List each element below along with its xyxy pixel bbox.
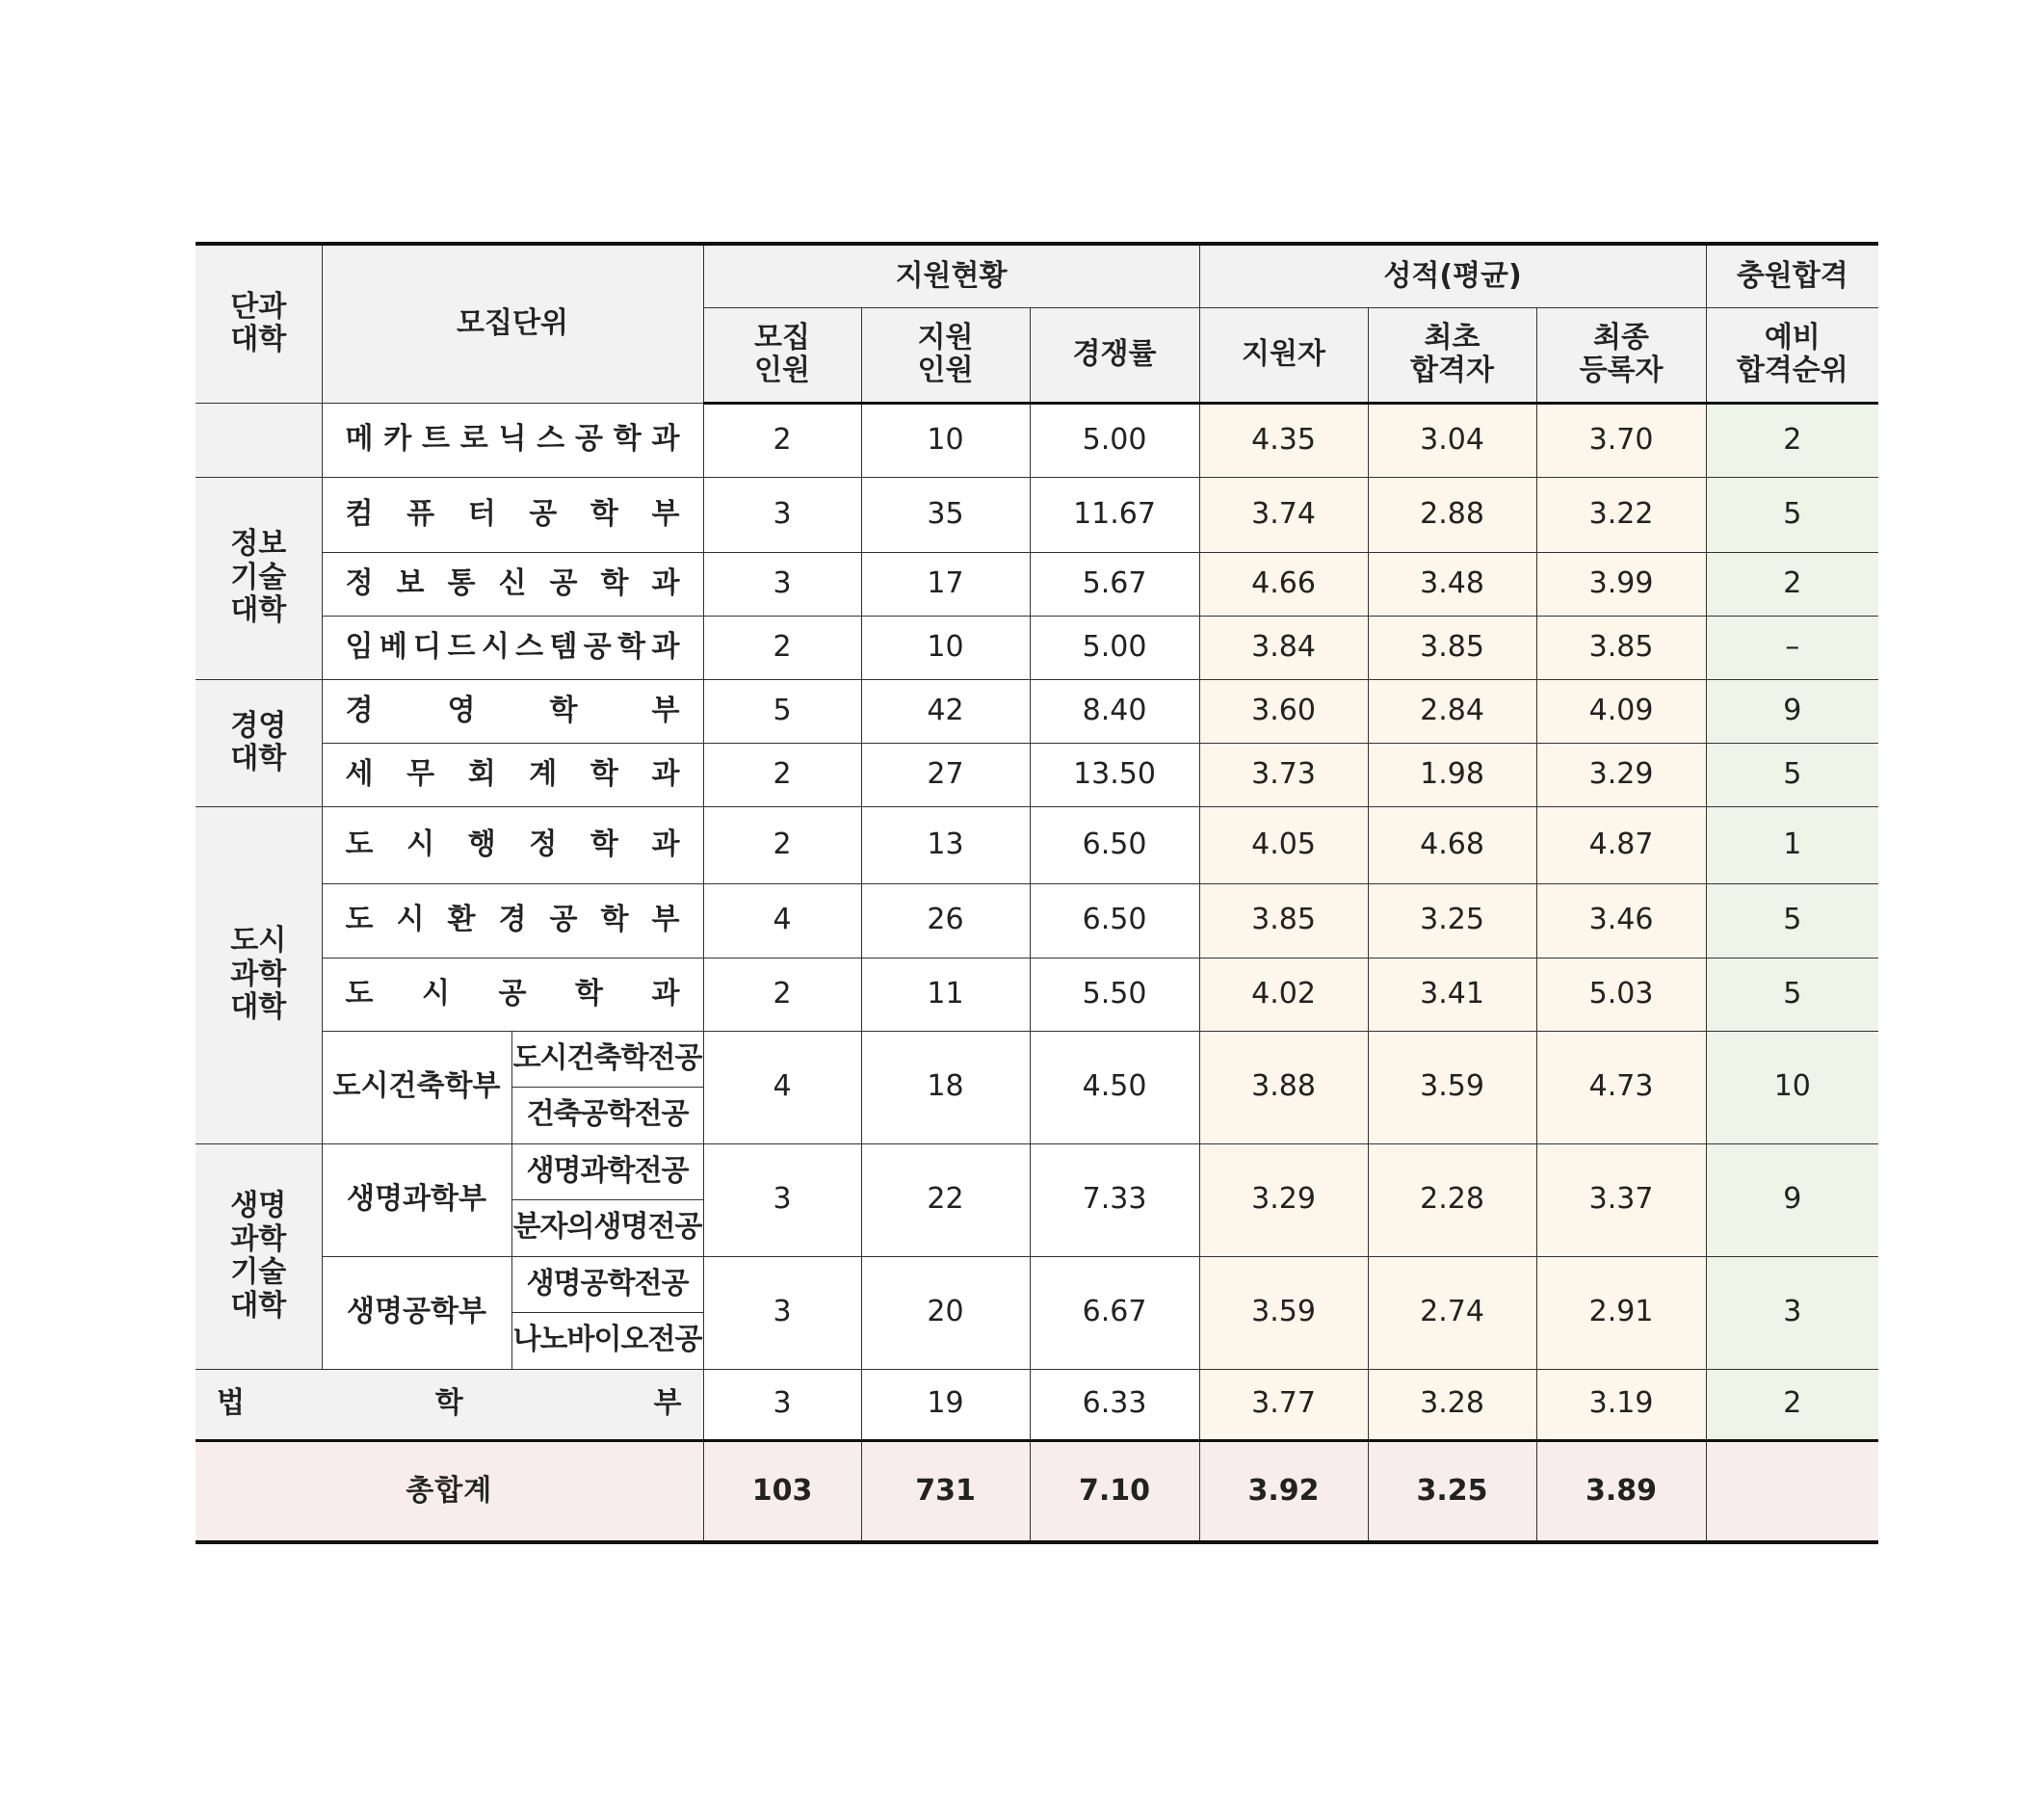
unit-name-char: 보 — [396, 565, 425, 600]
unit-name — [322, 477, 703, 552]
quota-cell: 3 — [703, 552, 861, 616]
score-applicant-cell: 3.85 — [1199, 883, 1368, 958]
header-unit: 모집단위 — [322, 244, 703, 403]
unit-name-char: 템 — [549, 629, 578, 664]
unit-name — [322, 552, 703, 616]
waitlist-cell: 2 — [1706, 403, 1878, 477]
ratio-cell: 13.50 — [1030, 743, 1199, 806]
unit-name-char: 공 — [549, 565, 578, 600]
applicants-cell: 17 — [861, 552, 1030, 616]
unit-name-char: 과 — [651, 976, 680, 1011]
score-final-cell: 4.87 — [1536, 806, 1706, 883]
unit-name — [322, 958, 703, 1031]
quota-cell: 3 — [703, 1369, 861, 1440]
score-final-cell: 3.22 — [1536, 477, 1706, 552]
unit-name-char: 행 — [467, 827, 496, 861]
unit-name-char: 도 — [345, 903, 374, 937]
unit-name-char: 부 — [651, 693, 680, 727]
score-final-cell: 3.29 — [1536, 743, 1706, 806]
ratio-cell: 5.00 — [1030, 403, 1199, 477]
score-first-cell: 2.74 — [1368, 1256, 1536, 1369]
unit-name-char: 정 — [345, 565, 374, 600]
waitlist-cell: 9 — [1706, 679, 1878, 743]
quota-cell: 2 — [703, 806, 861, 883]
unit-name-char: 부 — [651, 903, 680, 937]
waitlist-cell: 9 — [1706, 1143, 1878, 1256]
unit-name-char: 경 — [345, 693, 374, 727]
applicants-cell: 42 — [861, 679, 1030, 743]
unit-name-char: 디 — [413, 629, 442, 664]
total-label: 총합계 — [196, 1440, 703, 1542]
applicants-cell: 35 — [861, 477, 1030, 552]
header-row-1 — [196, 244, 1878, 307]
quota-cell: 5 — [703, 679, 861, 743]
unit-name-char: 베 — [379, 629, 407, 664]
table-row — [196, 1143, 1878, 1199]
unit-name-char: 로 — [459, 422, 488, 457]
unit-name-char: 경 — [498, 903, 527, 937]
applicants-cell: 27 — [861, 743, 1030, 806]
unit-name-char: 학 — [600, 903, 629, 937]
unit-name-char: 과 — [651, 629, 680, 664]
unit-name — [322, 806, 703, 883]
waitlist-cell: – — [1706, 616, 1878, 679]
unit-name-char: 무 — [406, 756, 435, 791]
college-urban: 도시 과학 대학 — [196, 806, 322, 1143]
header-college: 단과 대학 — [196, 244, 322, 403]
score-first-cell: 3.41 — [1368, 958, 1536, 1031]
unit-name-char: 드 — [447, 629, 476, 664]
waitlist-cell: 5 — [1706, 743, 1878, 806]
unit-name-char: 계 — [529, 756, 558, 791]
table-row — [196, 679, 1878, 743]
ratio-cell: 6.67 — [1030, 1256, 1199, 1369]
ratio-cell: 5.67 — [1030, 552, 1199, 616]
unit-name-char: 학 — [613, 422, 642, 457]
unit-name: 생명공학부 — [322, 1256, 511, 1369]
ratio-cell: 11.67 — [1030, 477, 1199, 552]
unit-name — [322, 403, 703, 477]
quota-cell: 3 — [703, 1256, 861, 1369]
quota-cell: 4 — [703, 1031, 861, 1143]
score-applicant-cell: 3.59 — [1199, 1256, 1368, 1369]
score-applicant-cell: 4.35 — [1199, 403, 1368, 477]
unit-name-char: 메 — [345, 422, 374, 457]
unit-name-char: 법 — [217, 1386, 245, 1421]
applicants-cell: 10 — [861, 616, 1030, 679]
unit-name-char: 학 — [617, 629, 646, 664]
header-score-first: 최초 합격자 — [1368, 307, 1536, 403]
total-ratio: 7.10 — [1030, 1440, 1199, 1542]
unit-name-char: 공 — [583, 629, 612, 664]
unit-name-char: 학 — [575, 976, 603, 1011]
waitlist-cell: 3 — [1706, 1256, 1878, 1369]
score-first-cell: 3.85 — [1368, 616, 1536, 679]
table-row — [196, 958, 1878, 1031]
header-score-final: 최종 등록자 — [1536, 307, 1706, 403]
score-final-cell: 3.99 — [1536, 552, 1706, 616]
unit-name-char: 과 — [651, 756, 680, 791]
unit-name-char: 학 — [590, 496, 618, 531]
score-final-cell: 2.91 — [1536, 1256, 1706, 1369]
unit-name — [322, 883, 703, 958]
unit-name-char: 시 — [422, 976, 450, 1011]
table-row — [196, 806, 1878, 883]
score-final-cell: 3.37 — [1536, 1143, 1706, 1256]
header-ratio: 경쟁률 — [1030, 307, 1199, 403]
unit-name-char: 과 — [651, 565, 680, 600]
score-applicant-cell: 3.77 — [1199, 1369, 1368, 1440]
waitlist-cell: 1 — [1706, 806, 1878, 883]
applicants-cell: 11 — [861, 958, 1030, 1031]
score-applicant-cell: 3.73 — [1199, 743, 1368, 806]
table-row — [196, 1031, 1878, 1087]
score-final-cell: 4.09 — [1536, 679, 1706, 743]
table-row — [196, 743, 1878, 806]
unit-name-char: 도 — [345, 827, 374, 861]
score-applicant-cell: 4.02 — [1199, 958, 1368, 1031]
quota-cell: 3 — [703, 477, 861, 552]
unit-name-char: 닉 — [498, 422, 527, 457]
unit-name-char: 퓨 — [406, 496, 435, 531]
score-applicant-cell: 3.84 — [1199, 616, 1368, 679]
waitlist-cell: 5 — [1706, 958, 1878, 1031]
unit-name-char: 카 — [383, 422, 412, 457]
header-score-applicant: 지원자 — [1199, 307, 1368, 403]
header-group-extra: 충원합격 — [1706, 244, 1878, 307]
table-row — [196, 883, 1878, 958]
applicants-cell: 13 — [861, 806, 1030, 883]
score-final-cell: 3.46 — [1536, 883, 1706, 958]
ratio-cell: 6.50 — [1030, 883, 1199, 958]
major-name: 도시건축학전공 — [511, 1031, 703, 1087]
unit-name-char: 회 — [467, 756, 496, 791]
unit-name-char: 스 — [515, 629, 544, 664]
score-final-cell: 3.70 — [1536, 403, 1706, 477]
major-name: 생명과학전공 — [511, 1143, 703, 1199]
unit-name — [322, 743, 703, 806]
college-life: 생명 과학 기술 대학 — [196, 1143, 322, 1369]
score-first-cell: 2.88 — [1368, 477, 1536, 552]
unit-name-law — [196, 1369, 703, 1440]
applicants-cell: 22 — [861, 1143, 1030, 1256]
unit-name — [322, 679, 703, 743]
quota-cell: 2 — [703, 743, 861, 806]
applicants-cell: 20 — [861, 1256, 1030, 1369]
unit-name-char: 시 — [406, 827, 435, 861]
table-row — [196, 616, 1878, 679]
table-row — [196, 552, 1878, 616]
unit-name-char: 과 — [651, 827, 680, 861]
header-group-apply: 지원현황 — [703, 244, 1199, 307]
major-name: 건축공학전공 — [511, 1087, 703, 1143]
score-final-cell: 5.03 — [1536, 958, 1706, 1031]
unit-name-char: 공 — [529, 496, 558, 531]
unit-name-char: 공 — [549, 903, 578, 937]
applicants-cell: 19 — [861, 1369, 1030, 1440]
unit-name-char: 시 — [396, 903, 425, 937]
ratio-cell: 6.33 — [1030, 1369, 1199, 1440]
unit-name-char: 학 — [590, 756, 618, 791]
score-first-cell: 4.68 — [1368, 806, 1536, 883]
quota-cell: 2 — [703, 958, 861, 1031]
ratio-cell: 8.40 — [1030, 679, 1199, 743]
score-first-cell: 3.48 — [1368, 552, 1536, 616]
score-applicant-cell: 3.74 — [1199, 477, 1368, 552]
unit-name-char: 임 — [345, 629, 374, 664]
ratio-cell: 5.00 — [1030, 616, 1199, 679]
total-applicants: 731 — [861, 1440, 1030, 1542]
unit-name-char: 신 — [498, 565, 527, 600]
header-applicants: 지원 인원 — [861, 307, 1030, 403]
header-quota: 모집 인원 — [703, 307, 861, 403]
total-score-final: 3.89 — [1536, 1440, 1706, 1542]
ratio-cell: 7.33 — [1030, 1143, 1199, 1256]
score-applicant-cell: 4.05 — [1199, 806, 1368, 883]
score-first-cell: 3.25 — [1368, 883, 1536, 958]
unit-name-char: 터 — [467, 496, 496, 531]
score-applicant-cell: 3.29 — [1199, 1143, 1368, 1256]
college-cell-empty — [196, 403, 322, 477]
college-biz: 경영 대학 — [196, 679, 322, 806]
waitlist-cell: 10 — [1706, 1031, 1878, 1143]
applicants-cell: 26 — [861, 883, 1030, 958]
table-row — [196, 477, 1878, 552]
unit-name-char: 환 — [447, 903, 476, 937]
major-name: 생명공학전공 — [511, 1256, 703, 1312]
ratio-cell: 5.50 — [1030, 958, 1199, 1031]
score-final-cell: 3.85 — [1536, 616, 1706, 679]
header-waitlist: 예비 합격순위 — [1706, 307, 1878, 403]
score-first-cell: 3.59 — [1368, 1031, 1536, 1143]
table-row — [196, 1369, 1878, 1440]
unit-name-char: 통 — [447, 565, 476, 600]
unit-name-char: 세 — [345, 756, 374, 791]
score-applicant-cell: 3.60 — [1199, 679, 1368, 743]
ratio-cell: 6.50 — [1030, 806, 1199, 883]
total-score-applicant: 3.92 — [1199, 1440, 1368, 1542]
score-applicant-cell: 4.66 — [1199, 552, 1368, 616]
unit-name-char: 학 — [600, 565, 629, 600]
major-name: 분자의생명전공 — [511, 1199, 703, 1256]
score-first-cell: 3.28 — [1368, 1369, 1536, 1440]
unit-name: 도시건축학부 — [322, 1031, 511, 1143]
waitlist-cell: 5 — [1706, 477, 1878, 552]
score-final-cell: 4.73 — [1536, 1031, 1706, 1143]
unit-name-char: 스 — [537, 422, 565, 457]
score-first-cell: 1.98 — [1368, 743, 1536, 806]
unit-name-char: 트 — [422, 422, 450, 457]
unit-name-char: 정 — [529, 827, 558, 861]
score-applicant-cell: 3.88 — [1199, 1031, 1368, 1143]
quota-cell: 3 — [703, 1143, 861, 1256]
unit-name-char: 부 — [653, 1386, 682, 1421]
applicants-cell: 10 — [861, 403, 1030, 477]
unit-name-char: 부 — [651, 496, 680, 531]
score-first-cell: 2.84 — [1368, 679, 1536, 743]
unit-name-char: 과 — [651, 422, 680, 457]
table-row — [196, 403, 1878, 477]
unit-name-char: 공 — [575, 422, 603, 457]
ratio-cell: 4.50 — [1030, 1031, 1199, 1143]
unit-name-char: 공 — [498, 976, 527, 1011]
quota-cell: 2 — [703, 403, 861, 477]
unit-name-char: 학 — [590, 827, 618, 861]
unit-name-char: 시 — [481, 629, 510, 664]
quota-cell: 4 — [703, 883, 861, 958]
table-row — [196, 1256, 1878, 1312]
unit-name-char: 학 — [434, 1386, 463, 1421]
total-waitlist — [1706, 1440, 1878, 1542]
applicants-cell: 18 — [861, 1031, 1030, 1143]
unit-name: 생명과학부 — [322, 1143, 511, 1256]
admission-results-table — [196, 242, 1878, 1544]
total-score-first: 3.25 — [1368, 1440, 1536, 1542]
waitlist-cell: 5 — [1706, 883, 1878, 958]
score-first-cell: 2.28 — [1368, 1143, 1536, 1256]
unit-name-char: 컴 — [345, 496, 374, 531]
waitlist-cell: 2 — [1706, 552, 1878, 616]
score-first-cell: 3.04 — [1368, 403, 1536, 477]
total-row — [196, 1440, 1878, 1542]
quota-cell: 2 — [703, 616, 861, 679]
unit-name — [322, 616, 703, 679]
unit-name-char: 영 — [447, 693, 476, 727]
header-group-score: 성적(평균) — [1199, 244, 1706, 307]
unit-name-char: 도 — [345, 976, 374, 1011]
college-it: 정보 기술 대학 — [196, 477, 322, 679]
total-quota: 103 — [703, 1440, 861, 1542]
score-final-cell: 3.19 — [1536, 1369, 1706, 1440]
unit-name-char: 학 — [549, 693, 578, 727]
waitlist-cell: 2 — [1706, 1369, 1878, 1440]
major-name: 나노바이오전공 — [511, 1312, 703, 1369]
